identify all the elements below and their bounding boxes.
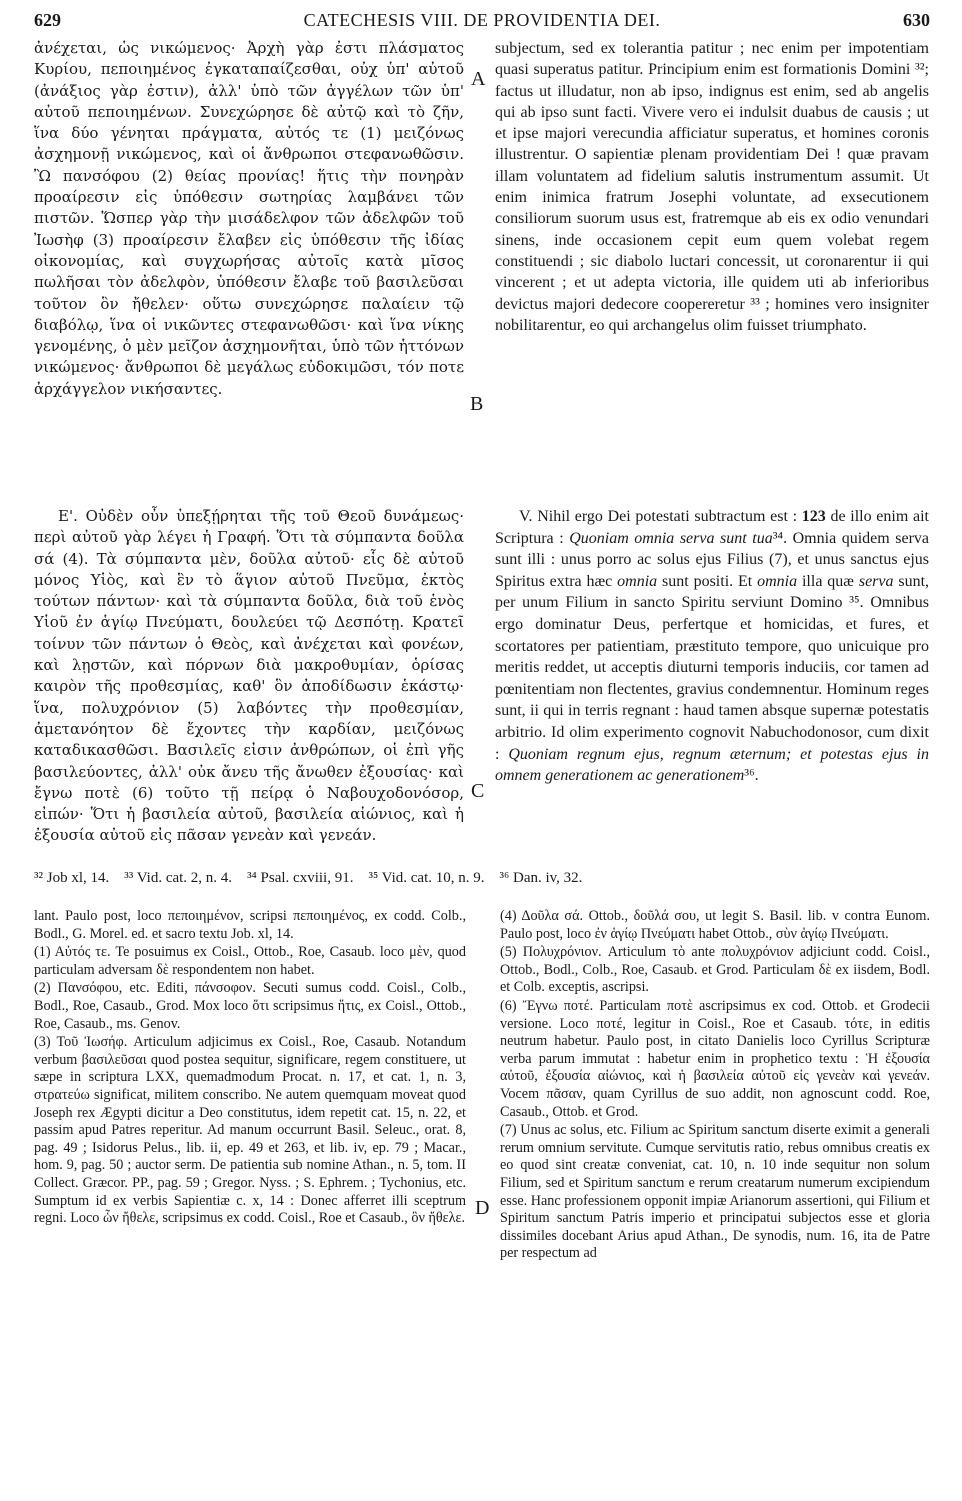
latin-text: ³⁴. Omnia quidem serva sunt illi : unus porro ac solus ejus Filius (7), et unus sanctus ejus Spiritus extra hæc: [495, 529, 930, 590]
page-header: [34, 10, 930, 40]
reference: ³⁶ Dan. iv, 32.: [499, 870, 583, 886]
latin-quote: serva: [858, 572, 894, 590]
latin-text: illa quæ: [801, 572, 854, 590]
footnote: (2) Πανσόφου, etc. Editi, πάνσοφον. Secuti sumus codd. Coisl., Colb., Bodl., Roe, Casaub., Grod. Mox loco ὅτι scripsimus ἥτις, ex Coisl., Ottob., Roe, Casaub., ms. Genov.: [34, 980, 466, 1032]
latin-paragraph: subjectum, sed ex tolerantia patitur ; nec enim per impotentiam quasi superatus patitur. Principium enim est formationis Domini ³²; factus ut illudatur, non ab ipso, indignus est enim, sed ab angelis qui ab ipso sunt facti. Vivere vero ei indulsit duabus de causis ; ut et ipse majori verecundia afficiatur superatus, et homines coronis illustrentur. O sapientiæ plenam providentiam Dei ! quæ pravam illam voluntatem ad fidelium salutis instrumentum assumit. Ut enim inimica fratrum Josephi voluntate, ad exsecutionem consiliorum suorum usus est, fratremque ab eis ex odio venundari sinens, inde occasionem cepit eum quem volebat regem constituendi ; sic diabolo luctari concessit, ut coronarentur ii qui vincerent ; et ut adepta victoria, ille quidem uti ab inferioribus devictus majori dedecore coopereretur ³³ ; homines vero insigniter nobilitarentur, eo qui archangelus olim fuisset triumphato.: [495, 40, 929, 334]
reference: ³³ Vid. cat. 2, n. 4.: [124, 870, 233, 886]
footnotes-left: [34, 908, 466, 1229]
running-title: CATECHESIS VIII. DE PROVIDENTIA DEI.: [303, 10, 661, 30]
latin-quote: Quoniam omnia serva sunt tua: [569, 529, 773, 547]
footnotes-right: [500, 908, 930, 1264]
latin-quote: Quoniam regnum ejus, regnum æternum; et potestas ejus in omnem generationem ac generationem: [495, 745, 929, 785]
footnote: (6) Ἔγνω ποτέ. Particulam ποτὲ ascripsimus ex cod. Ottob. et Grodecii versione. Loco ποτέ, legitur in Coisl., Roe et Casaub. τότε, in editis neutrum habetur. Paulo post, in citato Danielis loco Cyrillus Scripturæ verba parum immutat : habetur enim in prophetico textu : Ἡ ἐξουσία αὐτοῦ, ἐξουσία αἰώνιος, καὶ ἡ βασιλεία αὐτοῦ εἰς γενεὰν καὶ γενεάν. Vocem πᾶσαν, quam Cyrillus de suo addit, non agnoscunt codd. Roe, Casaub., Ottob. et Grod.: [500, 997, 930, 1120]
latin-quote: omnia: [617, 572, 658, 590]
latin-column-top: [495, 38, 929, 336]
footnote: lant. Paulo post, loco πεποιημένον, scripsi πεποιημένος, ex codd. Colb., Bodl., G. Morel. ed. et sacro textu Job. xl, 14.: [34, 908, 466, 942]
latin-text: sunt positi. Et: [662, 572, 753, 590]
page-number-right: 630: [903, 10, 930, 30]
greek-paragraph-v: Ε'. Οὐδὲν οὖν ὑπεξῄρηται τῆς τοῦ Θεοῦ δυνάμεως· περὶ αὐτοῦ γὰρ λέγει ἡ Γραφή. Ὅτι τὰ σύμπαντα δοῦλα σά (4). Τὰ σύμπαντα μὲν, δοῦλα αὐτοῦ· εἷς δὲ αὐτοῦ μόνος Υἱὸς, καὶ ἓν τὸ ἅγιον αὐτοῦ Πνεῦμα, ἐκτὸς τούτων πάντων· καὶ τὰ σύμπαντα δοῦλα, διὰ τοῦ ἑνὸς Υἱοῦ ἐν ἁγίῳ Πνεύματι, δουλεύει τῷ Δεσπότῃ. Κρατεῖ τοίνυν τῶν πάντων ὁ Θεὸς, καὶ ἀνέχεται καὶ φονέων, καὶ λῃστῶν, καὶ πόρνων διὰ μακροθυμίαν, ὁρίσας καιρὸν τῆς προθεσμίας, καθ' ὃν ἀποδίδωσιν ἑκάστῳ· ἵνα, πολυχρόνιον (5) λαβόντες τὴν προθεσμίαν, ἀμετανόητον δὲ ἔχοντες τὴν καρδίαν, μειζόνως καταδικασθῶσι. Βασιλεῖς εἰσιν ἀνθρώπων, οἱ ἐπὶ γῆς βασιλεύοντες, ἀλλ' οὐκ ἄνευ τῆς ἄνωθεν ἐξουσίας· καὶ ἔγνω ποτὲ (6) τοῦτο τῇ πείρᾳ ὁ Ναβουχοδονόσορ, εἰπών· Ὅτι ἡ βασιλεία αὐτοῦ, βασιλεία αἰώνιος, καὶ ἡ ἐξουσία αὐτοῦ εἰς πᾶσαν γενεὰν καὶ γενεάν.: [34, 507, 464, 845]
page-number-left: 629: [34, 10, 61, 30]
footnote: (3) Τοῦ Ἰωσήφ. Articulum adjicimus ex Coisl., Roe, Casaub. Notandum verbum βασιλεῦσαι quod postea sequitur, significare, regem constituere, ut sæpe in scriptura LXX, quemadmodum Procat. n. 17, et cat. 1, n. 3, στρατεύω significat, militem conscribo. Ne autem quemquam moveat quod Joseph rex Ægypti dicitur a Deo constitutus, idem repetit cat. 15, n. 22, et passim apud Patres reperitur. Ad manum occurrunt Basil. Seleuc., orat. 8, pag. 49 ; Isidorus Pelus., lib. ii, ep. 49 et 263, et lib. iv, ep. 79 ; Macar., hom. 9, pag. 50 ; auctor serm. De patientia sub nomine Athan., n. 5, tom. II Collect. Græcor. PP., pag. 59 ; Gregor. Nyss. ; S. Ephrem. ; Tychonius, etc. Sumptum id ex verbis Sapientiæ c. x, 14 : Donec afferret illi sceptrum regni. Loco ὧν ἤθελε, scripsimus ex codd. Coisl., Roe et Casaub., ὃν ἤθελε.: [34, 1034, 466, 1227]
latin-lead: V. Nihil ergo Dei potestati subtractum est :: [519, 508, 798, 525]
reference: ³⁴ Psal. cxviii, 91.: [247, 870, 354, 886]
footnote: (7) Unus ac solus, etc. Filium ac Spiritum sanctum diserte eximit a generali rerum omnium servitute. Cumque servitutis ratio, rebus omnibus creatis ex eo quod sint creatæ conveniat, cat. 10, n. 10 inde sequitur non solum Filium, sed et Spiritum sanctum e rerum creatarum numerum excipiendum esse. Hanc professionem opponit impiæ Arianorum assertioni, qui Filium et Spiritum sanctum Patris imperio et principatui subjectos esse et gloria dissimiles docebant Arius apud Athan., De synodis, num. 16, ita de Patre per respectum ad: [500, 1122, 930, 1262]
greek-column-bottom: [34, 506, 464, 847]
greek-paragraph: ἀνέχεται, ὡς νικώμενος· Ἀρχὴ γὰρ ἐστι πλάσματος Κυρίου, πεποιημένος ἐγκαταπαίζεσθαι, οὐχ ὑπ' αὐτοῦ (ἀνάξιος γὰρ ἐστιν), ἀλλ' ὑπὸ τῶν ἀγγέλων τῶν ὑπ' αὐτοῦ πεποιημένων. Συνεχώρησε δὲ αὐτῷ καὶ τὸ ζῆν, ἵνα δύο γένηται πράγματα, αὐτός τε (1) μειζόνως ἀσχημονῇ νικώμενος, καὶ οἱ ἄνθρωποι στεφανωθῶσιν. Ὢ πανσόφου (2) θείας προνίας! ἥτις τὴν πονηρὰν προαίρεσιν εἰς ὑπόθεσιν σωτηρίας λαμβάνει τῶν πιστῶν. Ὥσπερ γὰρ τὴν μισάδελφον τῶν ἀδελφῶν τοῦ Ἰωσὴφ (3) προαίρεσιν ἔλαβεν εἰς ὑπόθεσιν τῆς ἰδίας οἰκονομίας, καὶ συγχωρήσας αὐτοῖς κατὰ μῖσος πωλῆσαι τὸν ἀδελφὸν, ὑπόθεσιν ἔλαβε τοῦ βασιλεῦσαι τοῦτον ὃν ἤθελεν· οὕτω συνεχώρησε παλαίειν τῷ διαβόλῳ, ἵνα οἱ νικῶντες στεφανωθῶσι· καὶ ἵνα νίκης γενομένης, ὁ μὲν μεῖζον ἀσχημονῆται, ὑπὸ τῶν ἡττόνων νικώμενος· ἄνθρωποι δὲ μεγάλως εὐδοκιμῶσι, τόν ποτε ἀρχάγγελον νικήσαντες.: [34, 39, 464, 398]
scripture-references: [34, 870, 930, 887]
column-number: 123: [801, 508, 826, 525]
footnote: (5) Πολυχρόνιον. Articulum τὸ ante πολυχρόνιον adjiciunt codd. Coisl., Ottob., Bodl., Colb., Roe, Casaub. et Grod. Particulam δὲ ex iisdem, Bodl. et Colb. exceptis, ascripsi.: [500, 944, 930, 996]
footnote: (1) Αὐτός τε. Te posuimus ex Coisl., Ottob., Roe, Casaub. loco μὲν, quod particulam adversam δὲ respondentem non habet.: [34, 944, 466, 978]
margin-marker-c: C: [471, 780, 485, 802]
margin-marker-a: A: [471, 68, 486, 90]
margin-marker-b: B: [470, 393, 484, 415]
footnote: (4) Δοῦλα σά. Ottob., δοῦλά σου, ut legit S. Basil. lib. v contra Eunom. Paulo post, loco ἐν ἁγίῳ Πνεύματι habet Ottob., σὺν ἁγίῳ Πνεύματι.: [500, 908, 930, 942]
latin-text: de illo enim ait Scriptura :: [495, 508, 929, 547]
margin-marker-d: D: [475, 1197, 490, 1219]
reference: ³² Job xl, 14.: [34, 870, 110, 886]
reference: ³⁵ Vid. cat. 10, n. 9.: [368, 870, 485, 886]
greek-column-top: [34, 38, 464, 400]
latin-column-bottom: [495, 506, 929, 787]
latin-text: sunt, per unum Filium in sancto Spiritu serviunt Domino ³⁵. Omnibus ergo dominatur Deus, perfertque et homicidas, et fures, et scortatores per patientiam, præstituto tempore, quo unicuique pro meritis reddet, ut acceptis diuturni temporis induciis, cor tamen ad pœnitentiam non flectentes, gravius condemnentur. Hominum reges sunt, ii qui in terris regnant : haud tamen absque supernæ potestatis arbitrio. Id olim experimento cognovit Nabuchodonosor, cum dixit :: [495, 572, 930, 763]
latin-paragraph-v: [495, 506, 929, 787]
latin-quote: omnia: [757, 572, 798, 590]
latin-text: ³⁶.: [744, 767, 759, 785]
